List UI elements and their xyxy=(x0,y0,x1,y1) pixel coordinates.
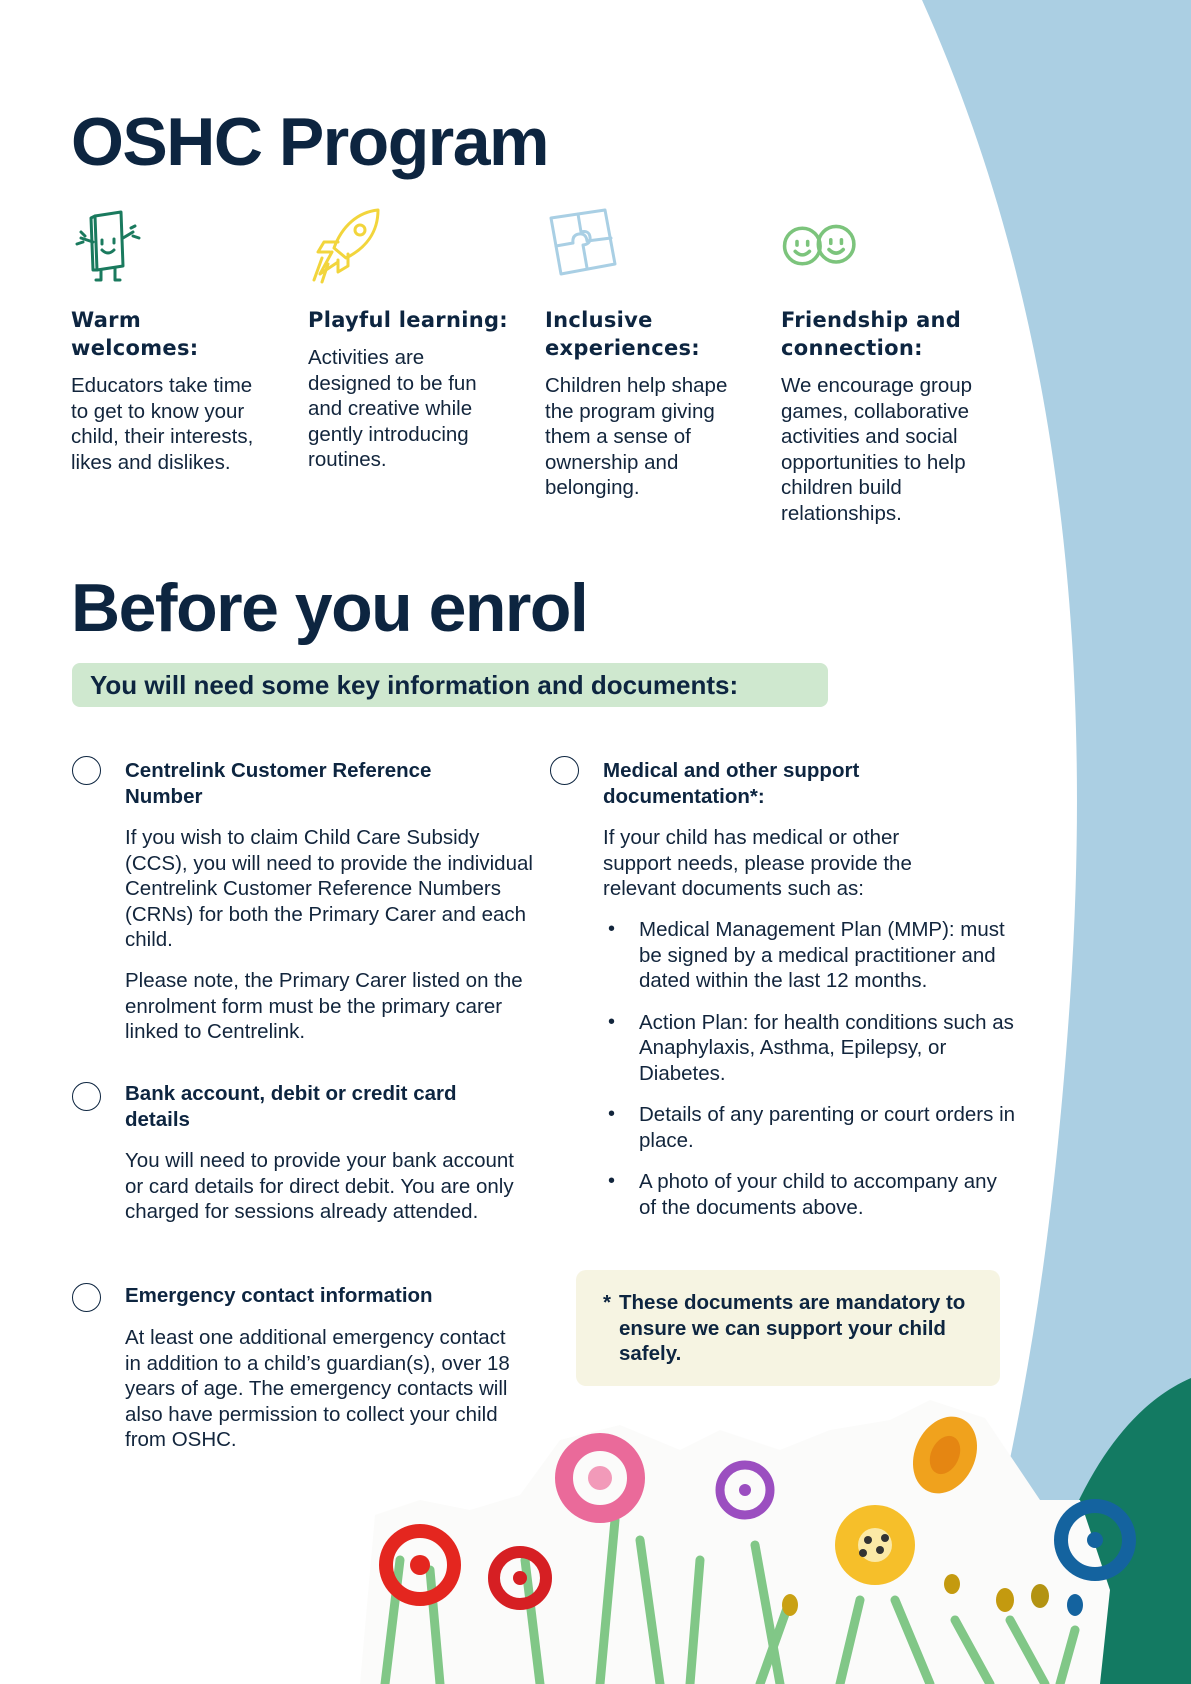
program-title: OSHC Program xyxy=(71,104,548,180)
smiling-book-icon xyxy=(71,206,151,286)
requirement-text: If your child has medical or other support needs, please provide the relevant documents such as: xyxy=(603,826,912,900)
feature-heading: Inclusive experiences: xyxy=(545,308,700,360)
feature-warm-welcomes xyxy=(71,206,271,475)
list-item: • Medical Management Plan (MMP): must be signed by a medical practitioner and dated within the last 12 months. xyxy=(608,918,1005,992)
checkbox-circle-icon xyxy=(550,756,579,785)
bullet-icon: • xyxy=(608,1010,616,1033)
medical-documents-list xyxy=(603,917,1018,1236)
list-item: • Action Plan: for health conditions such as Anaphylaxis, Asthma, Epilepsy, or Diabetes. xyxy=(608,1010,1014,1085)
requirement-heading: Emergency contact information xyxy=(125,1284,433,1307)
feature-heading: Warm welcomes: xyxy=(71,308,199,360)
feature-friendship-connection xyxy=(781,206,981,526)
checkbox-circle-icon xyxy=(72,1082,101,1111)
banner-text: You will need some key information and documents: xyxy=(90,670,739,700)
list-item: • Details of any parenting or court orders in place. xyxy=(608,1103,1016,1152)
asterisk: * xyxy=(603,1291,611,1314)
requirement-heading: Medical and other support documentation*: xyxy=(603,759,860,808)
requirement-text: You will need to provide your bank account or card details for direct debit. You are only charged for sessions already attended. xyxy=(125,1149,514,1223)
feature-text: We encourage group games, collaborative activities and social opportunities to help children build relationships. xyxy=(781,374,973,525)
feature-playful-learning xyxy=(308,206,508,473)
puzzle-icon xyxy=(545,206,625,286)
key-info-banner xyxy=(72,663,828,707)
enrol-title: Before you enrol xyxy=(71,570,588,646)
requirement-heading: Centrelink Customer Reference Number xyxy=(125,759,432,808)
bullet-icon: • xyxy=(608,1103,616,1125)
list-item: • A photo of your child to accompany any of the documents above. xyxy=(608,1170,997,1219)
feature-inclusive-experiences xyxy=(545,206,745,501)
checkbox-circle-icon xyxy=(72,756,101,785)
bullet-icon: • xyxy=(608,918,616,940)
bullet-icon: • xyxy=(608,1170,616,1192)
feature-text: Children help shape the program giving them a sense of ownership and belonging. xyxy=(545,374,728,499)
requirement-text: Please note, the Primary Carer listed on the enrolment form must be the primary carer linked to Centrelink. xyxy=(125,969,523,1043)
mandatory-note-text: These documents are mandatory to ensure we can support your child safely. xyxy=(619,1291,966,1365)
checkbox-circle-icon xyxy=(72,1283,101,1312)
feature-text: Educators take time to get to know your child, their interests, likes and dislikes. xyxy=(71,374,254,474)
feature-text: Activities are designed to be fun and creative while gently introducing routines. xyxy=(308,346,477,471)
rocket-icon xyxy=(308,206,388,286)
mandatory-note xyxy=(576,1270,1000,1386)
requirement-text: At least one additional emergency contact in addition to a child’s guardian(s), over 18 years of age. The emergency contacts will also have permission to collect your child from OSHC. xyxy=(125,1326,510,1451)
feature-heading: Playful learning: xyxy=(308,308,508,332)
requirement-heading: Bank account, debit or credit card details xyxy=(125,1082,457,1131)
feature-heading: Friendship and connection: xyxy=(781,308,962,360)
smiley-faces-icon xyxy=(781,206,861,286)
requirement-text: If you wish to claim Child Care Subsidy (CCS), you will need to provide the individual Centrelink Customer Reference Numbers (CRNs) for both the Primary Carer and each child. xyxy=(125,826,533,951)
